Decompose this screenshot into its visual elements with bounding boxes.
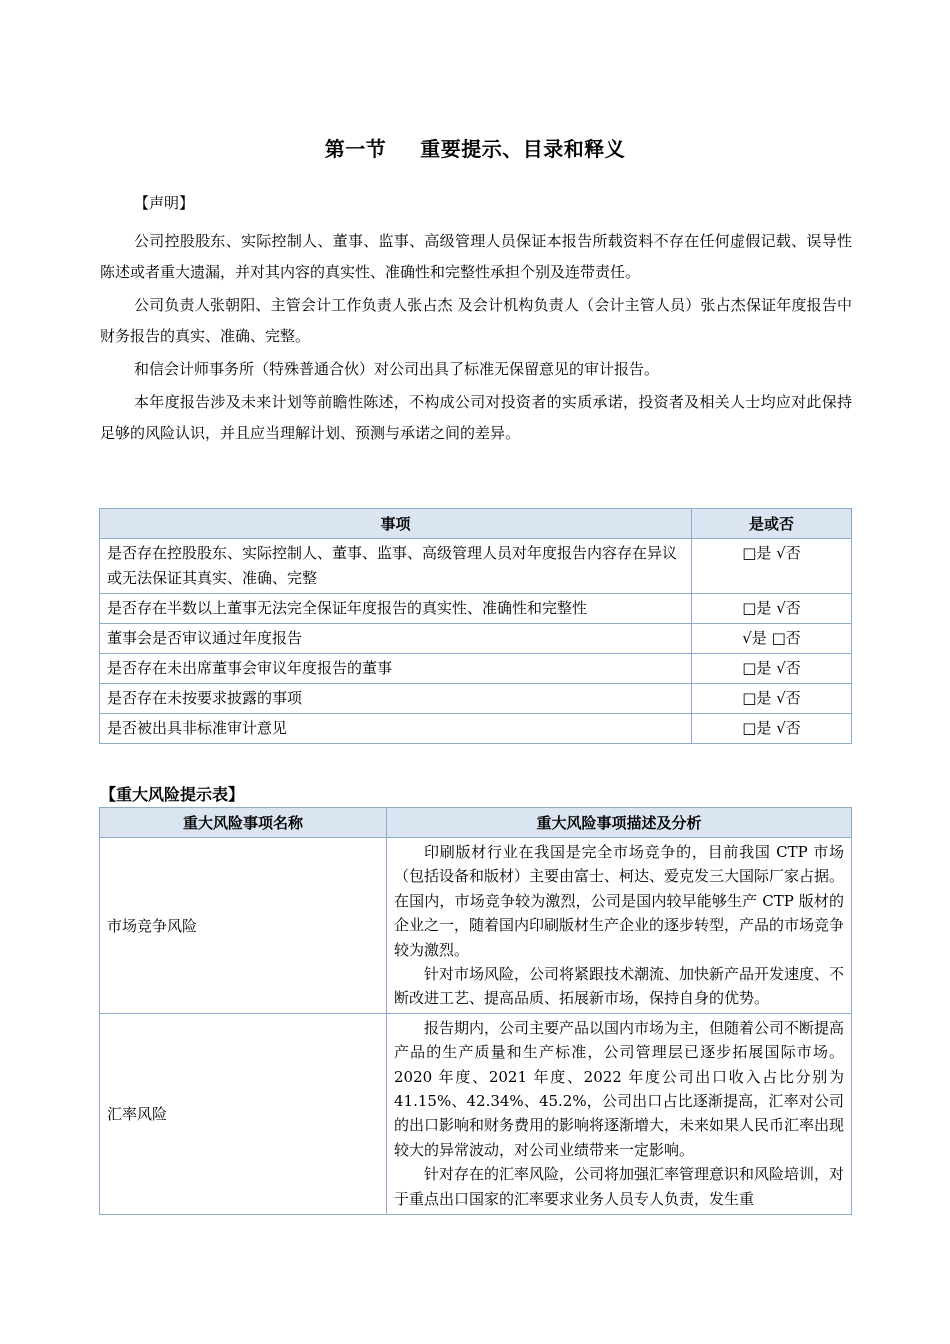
risk-table	[99, 807, 852, 1215]
declaration-paragraph: 公司控股股东、实际控制人、董事、监事、高级管理人员保证本报告所载资料不存在任何虚假记载、误导性陈述或者重大遗漏，并对其内容的真实性、准确性和完整性承担个别及连带责任。	[100, 232, 852, 281]
column-header-answer: 是或否	[692, 509, 852, 539]
section-title: 重要提示、目录和释义	[420, 137, 626, 161]
table-row	[100, 654, 852, 684]
answer-cell: □是 √否	[692, 594, 852, 624]
table-row	[100, 594, 852, 624]
declaration-paragraph: 本年度报告涉及未来计划等前瞻性陈述，不构成公司对投资者的实质承诺，投资者及相关人士均应对此保持足够的风险认识，并且应当理解计划、预测与承诺之间的差异。	[100, 393, 852, 442]
table-header-row	[100, 808, 852, 838]
table-row	[100, 714, 852, 744]
answer-cell: □是 √否	[692, 714, 852, 744]
risk-name-cell: 市场竞争风险	[100, 838, 387, 1014]
risk-paragraph: 针对存在的汇率风险，公司将加强汇率管理意识和风险培训，对于重点出口国家的汇率要求业务人员专人负责，发生重	[394, 1165, 844, 1208]
risk-paragraph: 报告期内，公司主要产品以国内市场为主，但随着公司不断提高产品的生产质量和生产标准，公司管理层已逐步拓展国际市场。2020 年度、2021 年度、2022 年度公司出口收入占比分别为 41.15%、42.34%、45.2%，公司出口占比逐渐提高，汇率对公司的出口影响和财务费用的影响将逐渐增大，未来如果人民币汇率出现较大的异常波动，对公司业绩带来一定影响。	[394, 1018, 844, 1159]
confirmation-table	[99, 508, 852, 744]
answer-cell: √是 □否	[692, 624, 852, 654]
answer-cell: □是 √否	[692, 539, 852, 594]
item-cell: 是否存在控股股东、实际控制人、董事、监事、高级管理人员对年度报告内容存在异议或无法保证其真实、准确、完整	[100, 539, 692, 594]
declaration-paragraph: 公司负责人张朝阳、主管会计工作负责人张占杰 及会计机构负责人（会计主管人员）张占杰保证年度报告中财务报告的真实、准确、完整。	[100, 296, 852, 345]
table-header-row	[100, 509, 852, 539]
declaration-paragraph: 和信会计师事务所（特殊普通合伙）对公司出具了标准无保留意见的审计报告。	[134, 360, 660, 378]
item-cell: 董事会是否审议通过年度报告	[100, 624, 692, 654]
answer-cell: □是 √否	[692, 654, 852, 684]
table-row	[100, 539, 852, 594]
item-cell: 是否被出具非标准审计意见	[100, 714, 692, 744]
risk-table-heading: 【重大风险提示表】	[100, 785, 245, 804]
item-cell: 是否存在半数以上董事无法完全保证年度报告的真实性、准确性和完整性	[100, 594, 692, 624]
risk-paragraph: 针对市场风险，公司将紧跟技术潮流、加快新产品开发速度、不断改进工艺、提高品质、拓展新市场，保持自身的优势。	[394, 965, 845, 1008]
risk-name-cell: 汇率风险	[100, 1013, 387, 1214]
item-cell: 是否存在未出席董事会审议年度报告的董事	[100, 654, 692, 684]
item-cell: 是否存在未按要求披露的事项	[100, 684, 692, 714]
section-number: 第一节	[324, 137, 387, 161]
answer-cell: □是 √否	[692, 684, 852, 714]
table-row	[100, 684, 852, 714]
declaration-heading: 【声明】	[134, 194, 195, 212]
column-header-risk-desc: 重大风险事项描述及分析	[387, 808, 852, 838]
column-header-item: 事项	[100, 509, 692, 539]
column-header-risk-name: 重大风险事项名称	[100, 808, 387, 838]
risk-description-cell	[387, 838, 852, 1014]
declaration-body	[100, 226, 852, 449]
risk-description-cell	[387, 1013, 852, 1214]
page-title	[0, 133, 950, 162]
table-row	[100, 1013, 852, 1214]
table-row	[100, 624, 852, 654]
risk-paragraph: 印刷版材行业在我国是完全市场竞争的，目前我国 CTP 市场（包括设备和版材）主要由富士、柯达、爱克发三大国际厂家占据。在国内，市场竞争较为激烈，公司是国内较早能够生产 CTP 版材的企业之一，随着国内印刷版材生产企业的逐步转型，产品的市场竞争较为激烈。	[394, 843, 845, 959]
table-row	[100, 838, 852, 1014]
